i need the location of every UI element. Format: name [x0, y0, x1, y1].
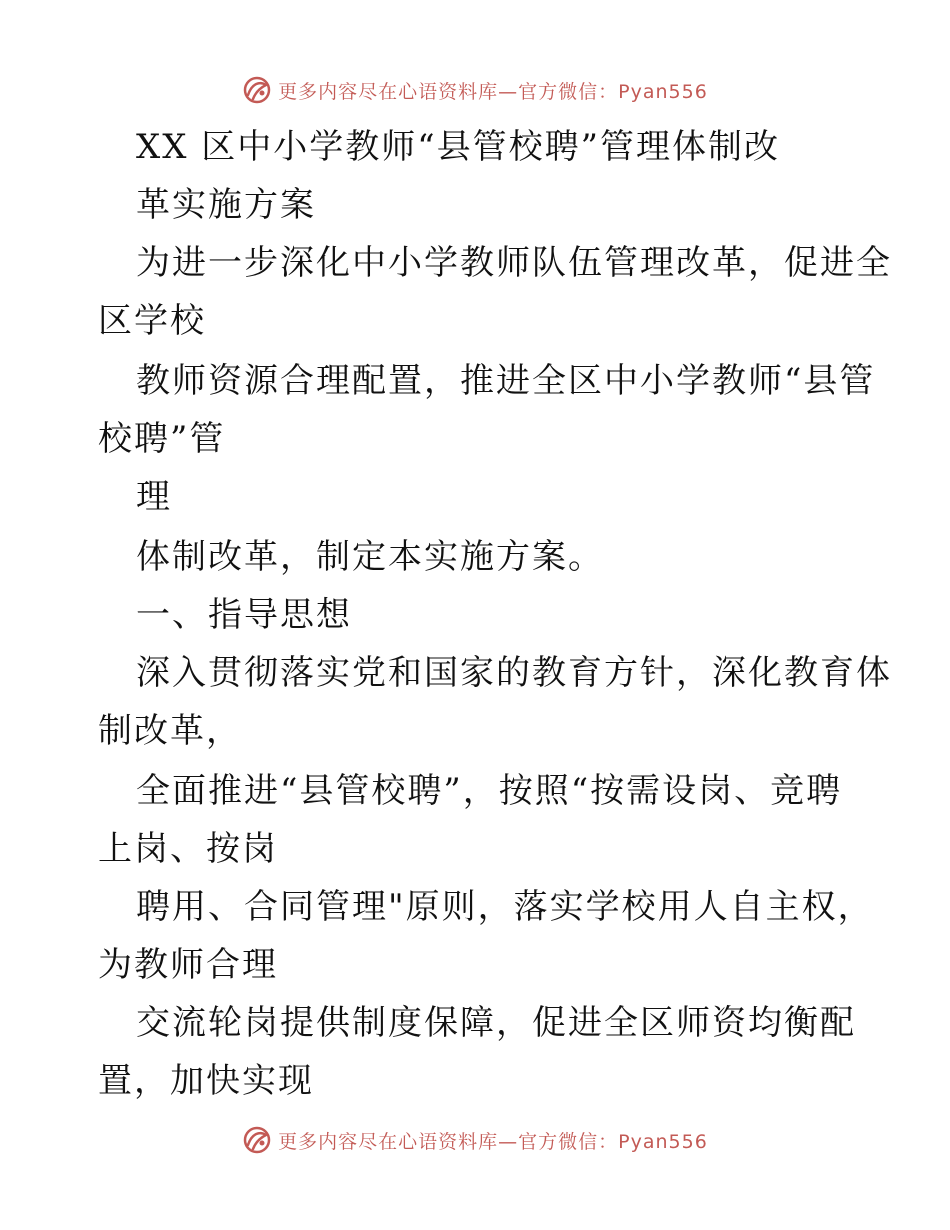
paragraph-line: 区学校	[98, 301, 206, 341]
paragraph-line: 交流轮岗提供制度保障，促进全区师资均衡配	[136, 1003, 856, 1043]
watermark-banner-bottom	[0, 1120, 950, 1160]
paragraph-line: 体制改革，制定本实施方案。	[136, 537, 604, 577]
watermark-text: 更多内容尽在心语资料库—官方微信：Pyan556	[278, 80, 708, 103]
document-title-line-1: XX 区中小学教师“县管校聘”管理体制改	[136, 127, 780, 167]
paragraph-line: 为教师合理	[98, 945, 278, 985]
cursive-logo-icon	[242, 1125, 272, 1155]
document-title-line-2: 革实施方案	[136, 185, 316, 225]
paragraph-line: 深入贯彻落实党和国家的教育方针，深化教育体	[136, 653, 892, 693]
paragraph-line: 制改革，	[98, 711, 242, 751]
paragraph-line: 教师资源合理配置，推进全区中小学教师“县管	[136, 361, 876, 401]
paragraph-line: 为进一步深化中小学教师队伍管理改革，促进全	[136, 243, 892, 283]
paragraph-line: 上岗、按岗	[98, 829, 278, 869]
paragraph-line: 校聘”管	[98, 419, 226, 459]
watermark-text: 更多内容尽在心语资料库—官方微信：Pyan556	[278, 1130, 708, 1153]
section-heading: 一、指导思想	[136, 595, 352, 635]
paragraph-line: 理	[136, 477, 172, 517]
paragraph-line: 聘用、合同管理"原则，落实学校用人自主权，	[136, 887, 874, 927]
paragraph-line: 全面推进“县管校聘”，按照“按需设岗、竞聘	[136, 771, 843, 811]
paragraph-line: 置，加快实现	[98, 1061, 314, 1101]
